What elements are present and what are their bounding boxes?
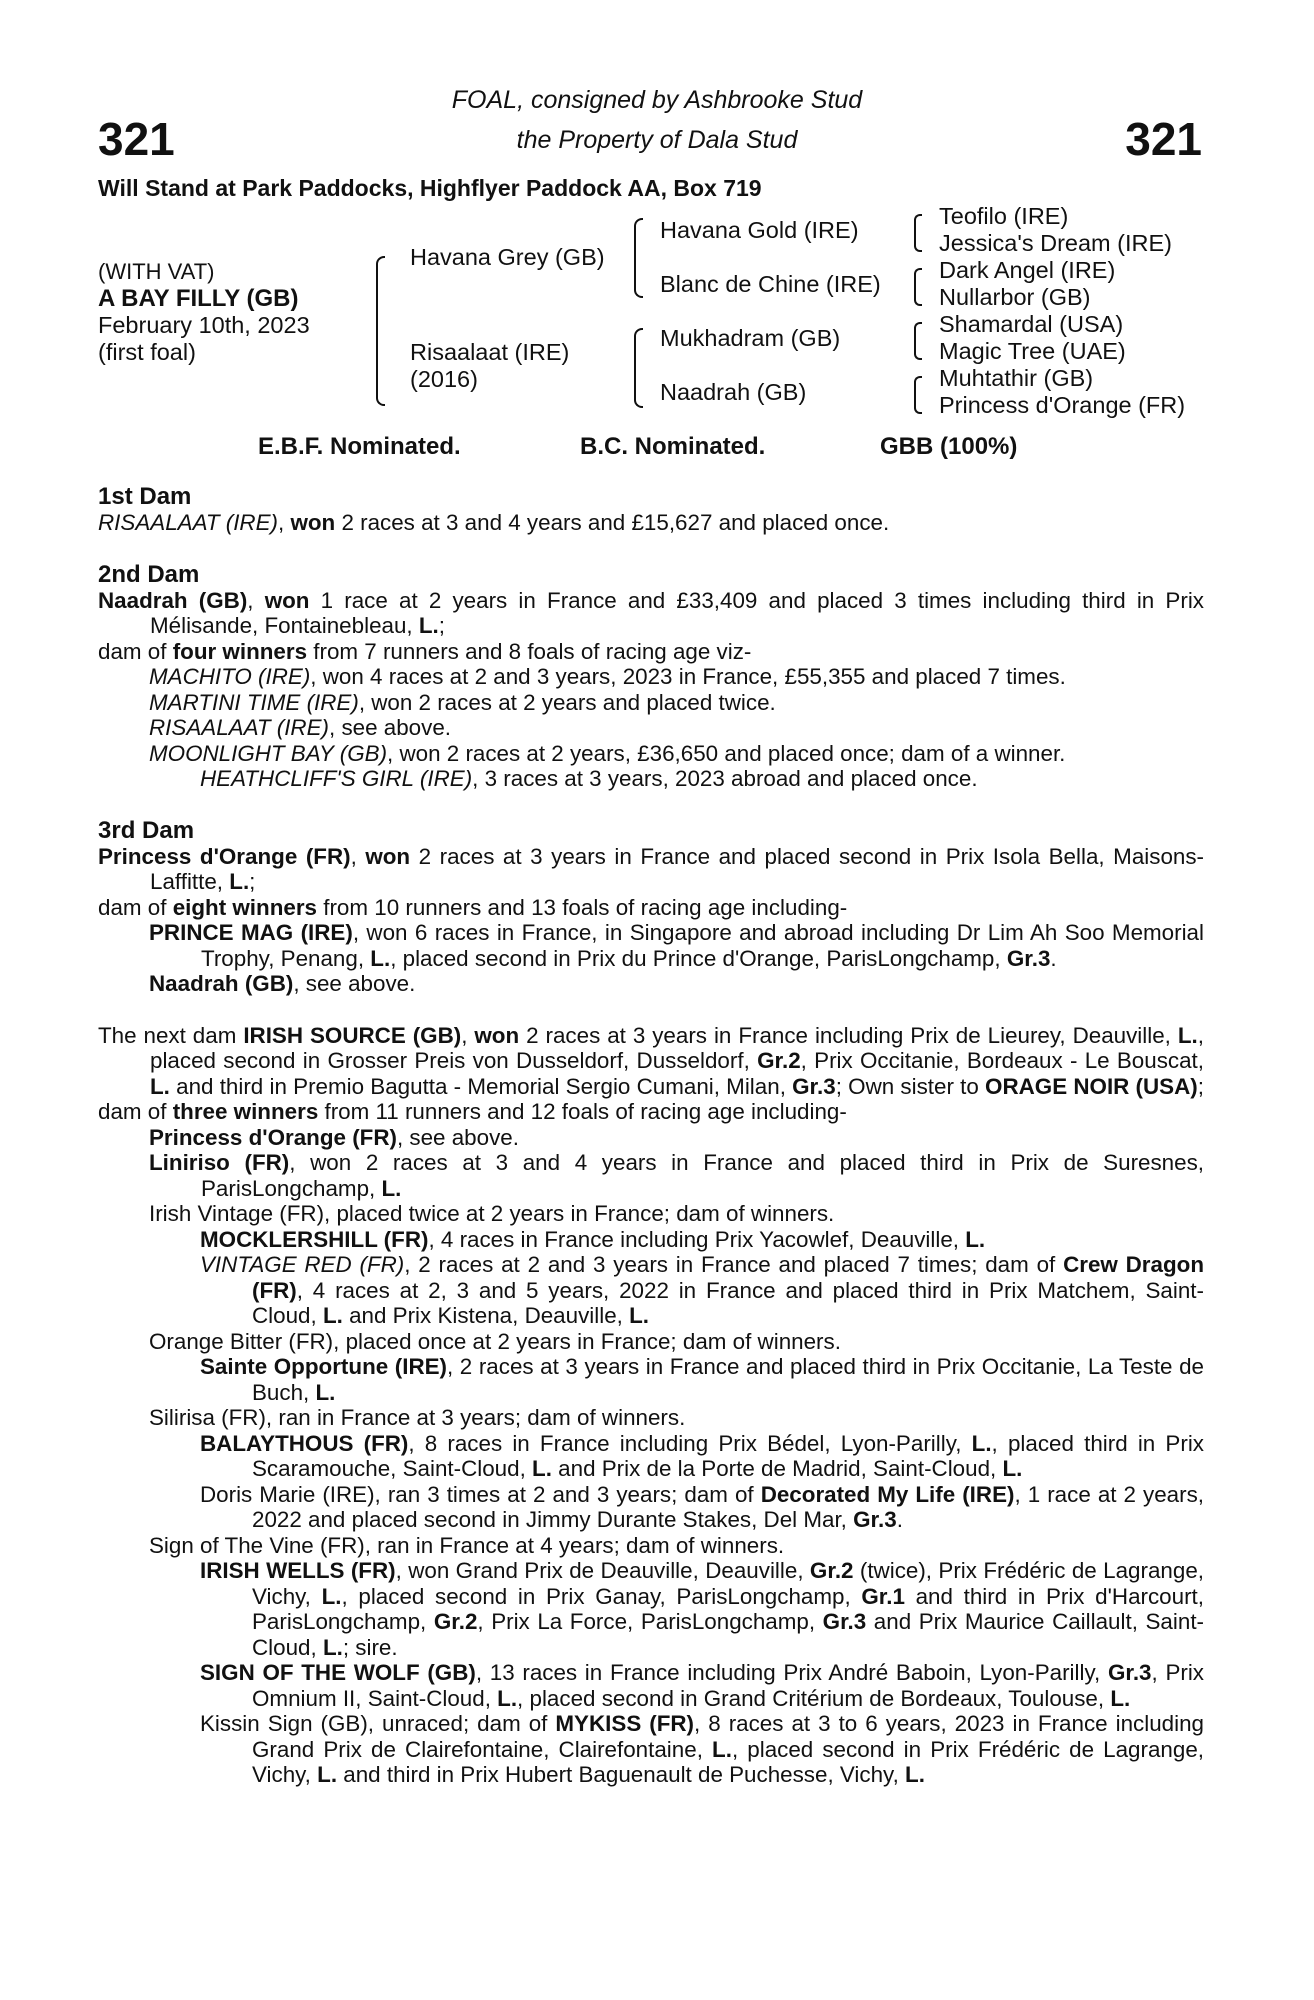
- gg-sds: Dark Angel (IRE): [939, 257, 1116, 283]
- produce-record: , 8 races at 3 to 6 years, 2023 in France including Grand Prix de Clairefontaine, Clairefontaine,: [252, 1711, 1204, 1762]
- dam-of-label: dam of: [98, 894, 173, 920]
- next-dam-name: IRISH SOURCE (GB): [243, 1022, 462, 1048]
- listed-label: L.: [317, 1762, 338, 1787]
- produce-record: , placed third in Prix Scaramouche, Saint-Cloud,: [252, 1430, 1204, 1481]
- produce-record: and Prix Maurice Caillault, Saint-Cloud,: [252, 1609, 1204, 1660]
- stand-location: Will Stand at Park Paddocks, Highflyer Paddock AA, Box 719: [98, 175, 762, 201]
- sire-dam: Blanc de Chine (IRE): [660, 271, 881, 297]
- produce-record: , won 2 races at 3 and 4 years in France and placed third in Prix de Suresnes, ParisLongchamp,: [201, 1150, 1204, 1201]
- listed-label: L.: [229, 869, 250, 894]
- produce-record: , 2 races at 2 and 3 years in France and placed 7 times; dam of: [404, 1252, 1064, 1277]
- second-dam-record: 1 race at 2 years in France and £33,409 and placed 3 times including third in Prix Mélisande, Fontainebleau,: [150, 587, 1204, 638]
- gg-ddd: Princess d'Orange (FR): [939, 392, 1186, 418]
- gg-dds: Muhtathir (GB): [939, 365, 1094, 391]
- produce-record: , 3 races at 3 years, 2023 abroad and placed once.: [472, 766, 978, 791]
- produce-entry: [98, 1125, 1204, 1151]
- produce-name: SIGN OF THE WOLF (GB): [200, 1660, 476, 1685]
- produce-entry: [98, 920, 1204, 971]
- lot-number-right: 321: [1125, 113, 1202, 165]
- listed-label: L.: [418, 613, 439, 638]
- pedigree-bracket-3a: [914, 214, 922, 252]
- produce-record: ; sire.: [342, 1634, 398, 1660]
- foal-note: (first foal): [98, 339, 196, 365]
- produce-record: , 13 races in France including Prix André Baboin, Lyon-Parilly,: [475, 1660, 1108, 1685]
- horse-name: A BAY FILLY (GB): [98, 285, 299, 312]
- produce-record: Doris Marie (IRE), ran 3 times at 2 and 3 years; dam of: [200, 1481, 761, 1507]
- dam-year: (2016): [410, 366, 478, 392]
- next-dam-intro: The next dam: [98, 1022, 244, 1048]
- won-label: won: [290, 510, 336, 535]
- dam-sire: Mukhadram (GB): [660, 325, 841, 351]
- gg-sdd: Nullarbor (GB): [939, 284, 1091, 310]
- gg-dss: Shamardal (USA): [939, 311, 1124, 337]
- pedigree-bracket-3d: [914, 376, 922, 414]
- produce-entry: [98, 1711, 1204, 1788]
- produce-name: Liniriso (FR): [149, 1150, 290, 1175]
- pedigree-bracket-3b: [914, 268, 922, 306]
- pedigree-bracket-2b: [634, 328, 643, 408]
- produce-record: and Prix Kistena, Deauville,: [342, 1303, 630, 1328]
- next-dam-record: 2 races at 3 years in France including Prix de Lieurey, Deauville,: [519, 1022, 1178, 1048]
- produce-record: , see above.: [329, 715, 451, 740]
- produce-name: MARTINI TIME (IRE): [149, 689, 359, 715]
- punct: ;: [438, 613, 446, 638]
- produce-entry: [98, 690, 1204, 716]
- next-dam-record: and third in Premio Bagutta - Memorial Sergio Cumani, Milan,: [169, 1073, 793, 1099]
- next-dam-produce-summary: [98, 1099, 1204, 1125]
- third-dam-heading: 3rd Dam: [98, 816, 195, 844]
- produce-entry: [98, 766, 1204, 792]
- group-label: Gr.3: [853, 1507, 897, 1532]
- second-dam-name: Naadrah (GB): [98, 587, 248, 613]
- first-dam-record: 2 races at 3 and 4 years and £15,627 and placed once.: [335, 510, 890, 535]
- produce-record: , 4 races in France including Prix Yacowlef, Deauville,: [428, 1226, 966, 1252]
- produce-record: , placed second in Prix du Prince d'Orange, ParisLongchamp,: [390, 945, 1007, 971]
- produce-record: , 2 races at 3 years in France and placed third in Prix Occitanie, La Teste de Buch,: [252, 1354, 1204, 1405]
- pedigree-bracket-2a: [634, 218, 643, 298]
- sire-sire: Havana Gold (IRE): [660, 217, 859, 243]
- gg-ssd: Jessica's Dream (IRE): [939, 230, 1172, 256]
- consignor-line: FOAL, consigned by Ashbrooke Stud: [451, 86, 863, 114]
- produce-record: and Prix de la Porte de Madrid, Saint-Cloud,: [551, 1456, 1003, 1481]
- produce-record: , won 6 races in France, in Singapore and abroad including Dr Lim Ah Soo Memorial Trophy, Penang,: [201, 920, 1204, 971]
- produce-record: , see above.: [293, 971, 416, 996]
- listed-label: L.: [322, 1303, 343, 1328]
- listed-label: L.: [497, 1685, 518, 1711]
- foaling-date: February 10th, 2023: [98, 312, 310, 338]
- produce-name: IRISH WELLS (FR): [200, 1558, 396, 1583]
- listed-label: L.: [712, 1736, 732, 1762]
- produce-name: VINTAGE RED (FR): [200, 1252, 405, 1277]
- produce-name: Naadrah (GB): [149, 971, 294, 996]
- third-dam-produce-summary: [98, 895, 1204, 921]
- gg-sss: Teofilo (IRE): [939, 203, 1069, 229]
- produce-entry: [98, 1252, 1204, 1329]
- produce-name: Princess d'Orange (FR): [149, 1124, 397, 1150]
- gg-dsd: Magic Tree (UAE): [939, 338, 1126, 364]
- produce-record: , see above.: [396, 1124, 519, 1150]
- punct: ;: [1197, 1073, 1204, 1099]
- ebf-nomination: E.B.F. Nominated.: [258, 433, 461, 460]
- group-label: Gr.3: [822, 1609, 867, 1634]
- produce-record: and third in Prix d'Harcourt, ParisLongchamp,: [252, 1583, 1204, 1634]
- produce-name: PRINCE MAG (IRE): [149, 920, 353, 945]
- produce-entry: Orange Bitter (FR), placed once at 2 years in France; dam of winners.: [149, 1328, 841, 1354]
- listed-label: L.: [370, 945, 391, 971]
- produce-entry: [98, 1354, 1204, 1405]
- produce-record: and third in Prix Hubert Baguenault de Puchesse, Vichy,: [337, 1762, 906, 1787]
- listed-label: L.: [1002, 1456, 1023, 1481]
- dam-of-label: dam of: [98, 638, 173, 664]
- produce-name: MACHITO (IRE): [149, 664, 311, 689]
- third-dam-record: 2 races at 3 years in France and placed second in Prix Isola Bella, Maisons-Laffitte,: [150, 843, 1204, 894]
- listed-label: L.: [965, 1226, 986, 1252]
- produce-record: , 4 races at 2, 3 and 5 years, 2022 in France and placed third in Prix Matchem, Saint-Cloud,: [252, 1277, 1204, 1328]
- won-label: won: [365, 843, 411, 869]
- listed-label: L.: [905, 1762, 925, 1787]
- first-dam-entry: RISAALAAT (IRE), won 2 races at 3 and 4 years and £15,627 and placed once.: [98, 510, 890, 535]
- produce-name: Sainte Opportune (IRE): [200, 1354, 448, 1379]
- produce-record: , 8 races in France including Prix Bédel, Lyon-Parilly,: [408, 1430, 972, 1456]
- produce-record: , won 4 races at 2 and 3 years, 2023 in France, £55,355 and placed 7 times.: [310, 664, 1066, 689]
- bc-nomination: B.C. Nominated.: [580, 433, 766, 460]
- produce-record: , 1 race at 2 years, 2022 and placed second in Jimmy Durante Stakes, Del Mar,: [252, 1481, 1205, 1532]
- first-dam-name: RISAALAAT (IRE): [98, 510, 278, 535]
- punct: ;: [249, 869, 256, 894]
- produce-entry: [98, 741, 1204, 767]
- produce-name: HEATHCLIFF'S GIRL (IRE): [200, 766, 473, 791]
- group-label: Gr.2: [757, 1048, 801, 1073]
- produce-record: , placed second in Grand Critérium de Bordeaux, Toulouse,: [517, 1685, 1111, 1711]
- group-label: Gr.3: [792, 1073, 836, 1099]
- second-dam-produce-summary: [98, 639, 1204, 665]
- produce-name: Crew Dragon (FR): [252, 1252, 1204, 1303]
- group-label: Gr.3: [1107, 1660, 1152, 1685]
- produce-name: Decorated My Life (IRE): [760, 1481, 1015, 1507]
- next-dam-record: ; Own sister to: [835, 1073, 986, 1099]
- produce-record: , Prix La Force, ParisLongchamp,: [477, 1609, 823, 1634]
- dam-dam: Naadrah (GB): [660, 379, 807, 405]
- produce-name: MOCKLERSHILL (FR): [200, 1226, 429, 1252]
- produce-entry: [98, 715, 1204, 741]
- produce-record: , Prix Omnium II, Saint-Cloud,: [252, 1660, 1204, 1711]
- produce-entry: [98, 1558, 1204, 1660]
- produce-entry: [98, 1150, 1204, 1201]
- listed-label: L.: [150, 1073, 170, 1099]
- listed-label: L.: [322, 1634, 343, 1660]
- produce-name: RISAALAAT (IRE): [149, 715, 329, 740]
- produce-record: , won 2 races at 2 years, £36,650 and placed once; dam of a winner.: [387, 740, 1066, 766]
- produce-name: MOONLIGHT BAY (GB): [149, 740, 388, 766]
- third-dam-name: Princess d'Orange (FR): [98, 843, 351, 869]
- winners-count: four winners: [172, 638, 308, 664]
- group-label: Gr.3: [1006, 945, 1051, 971]
- produce-entry: [98, 1431, 1204, 1482]
- sire-name: Havana Grey (GB): [410, 244, 605, 270]
- listed-label: L.: [971, 1430, 992, 1456]
- listed-label: L.: [321, 1583, 342, 1609]
- vat-note: (WITH VAT): [98, 259, 215, 284]
- dam-of-label: dam of: [98, 1099, 173, 1124]
- produce-record: , placed second in Prix Ganay, ParisLongchamp,: [341, 1583, 862, 1609]
- produce-name: MYKISS (FR): [555, 1711, 695, 1736]
- produce-entry: [98, 1227, 1204, 1253]
- next-dam-record: , placed second in Grosser Preis von Dusseldorf, Dusseldorf,: [150, 1022, 1204, 1073]
- catalogue-body: [98, 484, 1204, 1788]
- winners-count: eight winners: [172, 894, 318, 920]
- listed-label: L.: [1110, 1685, 1131, 1711]
- lot-number-left: 321: [98, 113, 175, 165]
- property-line: the Property of Dala Stud: [516, 126, 798, 154]
- winners-count: three winners: [172, 1099, 319, 1124]
- listed-label: L.: [381, 1175, 402, 1201]
- produce-entry: Doris Marie (IRE), ran 3 times at 2 and 3 years; dam of Decorated My Life (IRE), 1 race at 2 years, 2022 and placed second in Jimmy Durante Stakes, Del Mar, Gr.3.: [200, 1481, 1205, 1532]
- second-dam-entry: Naadrah (GB), won 1 race at 2 years in France and £33,409 and placed 3 times including third in Prix Mélisande, Fontainebleau, L.;: [98, 587, 1204, 638]
- group-label: Gr.2: [433, 1609, 478, 1634]
- produce-entry: Irish Vintage (FR), placed twice at 2 years in France; dam of winners.: [149, 1201, 835, 1226]
- group-label: Gr.1: [861, 1583, 905, 1609]
- runners-text: from 11 runners and 12 foals of racing age including-: [318, 1099, 847, 1124]
- punct: .: [1050, 945, 1057, 971]
- produce-entry: [98, 971, 1204, 997]
- third-dam-entry: Princess d'Orange (FR), won 2 races at 3 years in France and placed second in Prix Isola Bella, Maisons-Laffitte, L.;: [98, 843, 1204, 894]
- produce-record: , won 2 races at 2 years and placed twice.: [358, 689, 776, 715]
- sister-name: ORAGE NOIR (USA): [985, 1073, 1198, 1099]
- won-label: won: [264, 587, 310, 613]
- runners-text: from 10 runners and 13 foals of racing age including-: [317, 894, 848, 920]
- produce-record: Kissin Sign (GB), unraced; dam of: [200, 1711, 556, 1736]
- pedigree-bracket-3c: [914, 322, 922, 360]
- produce-name: BALAYTHOUS (FR): [200, 1430, 409, 1456]
- won-label: won: [474, 1022, 520, 1048]
- produce-entry: Sign of The Vine (FR), ran in France at 4 years; dam of winners.: [149, 1532, 785, 1558]
- produce-entry: [98, 1660, 1204, 1711]
- pedigree-bracket-1: [376, 256, 385, 406]
- produce-record: (twice), Prix Frédéric de Lagrange, Vichy,: [252, 1558, 1204, 1609]
- listed-label: L.: [315, 1379, 336, 1405]
- next-dam-entry: The next dam IRISH SOURCE (GB), won 2 races at 3 years in France including Prix de Lieurey, Deauville, L., placed second in Grosser Preis von Dusseldorf, Dusseldorf, Gr.2, Prix Occitanie, Bordeaux - Le Bouscat, L. and third in Premio Bagutta - Memorial Sergio Cumani, Milan, Gr.3; Own sister to ORAGE NOIR (USA);: [98, 1022, 1205, 1099]
- group-label: Gr.2: [809, 1558, 854, 1583]
- produce-entry: Silirisa (FR), ran in France at 3 years; dam of winners.: [149, 1405, 686, 1430]
- second-dam-heading: 2nd Dam: [98, 560, 200, 588]
- produce-entry: [98, 664, 1204, 690]
- first-dam-heading: 1st Dam: [98, 483, 192, 510]
- produce-record: , placed second in Prix Frédéric de Lagrange, Vichy,: [252, 1736, 1204, 1787]
- dam-name: Risaalaat (IRE): [410, 339, 570, 365]
- next-dam-record: , Prix Occitanie, Bordeaux - Le Bouscat,: [800, 1048, 1205, 1073]
- gbb-percentage: GBB (100%): [880, 433, 1018, 460]
- listed-label: L.: [532, 1456, 552, 1481]
- produce-record: , won Grand Prix de Deauville, Deauville,: [395, 1558, 810, 1583]
- listed-label: L.: [1177, 1022, 1198, 1048]
- runners-text: from 7 runners and 8 foals of racing age viz-: [307, 638, 752, 664]
- listed-label: L.: [629, 1303, 650, 1328]
